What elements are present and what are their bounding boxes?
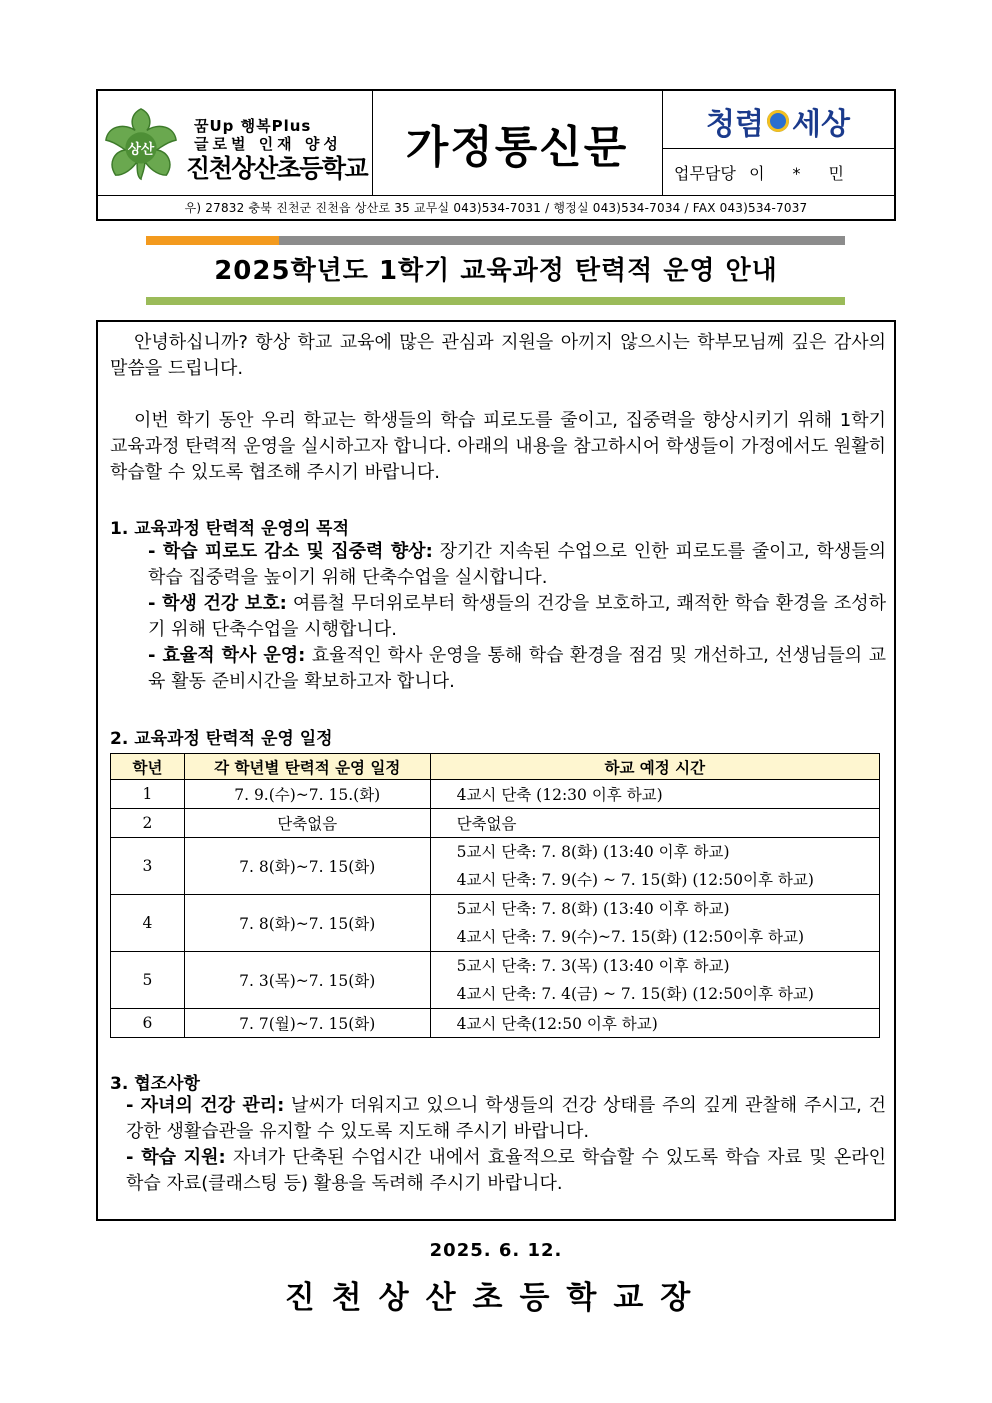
period-cell: 7. 9.(수)~7. 15.(화) (184, 780, 430, 809)
brand-right-text: 세상 (792, 107, 850, 142)
time-cell (430, 838, 879, 895)
table-header-row (111, 754, 880, 780)
section3-item-text: 자녀가 단축된 수업시간 내에서 효율적으로 학습할 수 있도록 학습 자료 및 온라인 학습 자료(클래스팅 등) 활용을 독려해 주시기 바랍니다. (126, 1147, 886, 1194)
brand-circle-icon (767, 110, 789, 132)
principal-signature: 진천상산초등학교장 (284, 1280, 708, 1316)
period-cell: 7. 8(화)~7. 15(화) (184, 838, 430, 895)
time-cell: 4교시 단축(12:50 이후 하교) (430, 1009, 879, 1038)
table-row (111, 952, 880, 1009)
school-name: 진천상산초등학교 (186, 154, 368, 183)
title-band-accent (146, 236, 279, 245)
document-title: 2025학년도 1학기 교육과정 탄력적 운영 안내 (214, 256, 778, 286)
grade-cell: 5 (111, 952, 185, 1009)
time-cell: 단축없음 (430, 809, 879, 838)
table-row (111, 838, 880, 895)
intro-paragraph-1: 안녕하십니까? 항상 학교 교육에 많은 관심과 지원을 아끼지 않으시는 학부모님께 깊은 감사의 말씀을 드립니다. (110, 332, 886, 379)
header-row (98, 91, 894, 196)
time-line: 4교시 단축: 7. 4(금) ~ 7. 15(화) (12:50이후 하교) (456, 985, 814, 1003)
title-top-band (146, 236, 845, 245)
section1-item-label: - 학습 피로도 감소 및 집중력 향상: (148, 541, 433, 562)
period-cell: 7. 7(월)~7. 15(화) (184, 1009, 430, 1038)
grade-cell: 3 (111, 838, 185, 895)
time-line: 5교시 단축: 7. 8(화) (13:40 이후 하교) (456, 900, 730, 918)
period-cell: 단축없음 (184, 809, 430, 838)
time-cell (430, 952, 879, 1009)
col-header-grade: 학년 (111, 754, 185, 780)
section3-item-text: 날씨가 더워지고 있으니 학생들의 건강 상태를 주의 깊게 관찰해 주시고, 건강한 생활습관을 유지할 수 있도록 지도해 주시기 바랍니다. (126, 1095, 886, 1142)
section3-item-label: - 학습 지원: (126, 1147, 226, 1168)
table-row (111, 780, 880, 809)
table-row (111, 895, 880, 952)
section1-item-label: - 학생 건강 보호: (148, 593, 287, 614)
school-slogan-2: 글로벌 인재 양성 (194, 135, 342, 153)
duty-label: 업무담당 (674, 163, 736, 183)
time-cell (430, 895, 879, 952)
school-slogan-1: 꿈Up 행복Plus (194, 117, 312, 135)
school-leaf-logo-icon (102, 105, 180, 183)
school-address: 우) 27832 충북 진천군 진천읍 상산로 35 교무실 043)534-7031 / 행정실 043)534-7034 / FAX 043)534-7037 (184, 201, 808, 215)
time-line: 4교시 단축: 7. 9(수) ~ 7. 15(화) (12:50이후 하교) (456, 871, 814, 889)
logo-text: 상산 (127, 141, 155, 158)
section1-item (148, 643, 886, 695)
issue-date: 2025. 6. 12. (429, 1240, 563, 1261)
table-row (111, 809, 880, 838)
school-logo-block (98, 91, 373, 195)
time-line: 4교시 단축: 7. 9(수)~7. 15(화) (12:50이후 하교) (456, 928, 805, 946)
intro-paragraph-2: 이번 학기 동안 우리 학교는 학생들의 학습 피로도를 줄이고, 집중력을 향상시키기 위해 1학기 교육과정 탄력적 운영을 실시하고자 합니다. 아래의 내용을 참고하시어 학생들이 가정에서도 원활히 학습할 수 있도록 협조해 주시기 바랍니다. (110, 410, 886, 483)
section1-item-text: 장기간 지속된 수업으로 인한 피로도를 줄이고, 학생들의 학습 집중력을 높이기 위해 단축수업을 실시합니다. (148, 541, 886, 588)
section2-heading: 2. 교육과정 탄력적 운영 일정 (110, 729, 333, 749)
section1-item-text: 효율적인 학사 운영을 통해 학습 환경을 점검 및 개선하고, 선생님들의 교육 활동 준비시간을 확보하고자 합니다. (148, 645, 886, 692)
section3-item (126, 1093, 886, 1145)
grade-cell: 4 (111, 895, 185, 952)
title-bottom-band (146, 297, 845, 305)
section3-heading: 3. 협조사항 (110, 1074, 200, 1094)
newsletter-title: 가정통신문 (405, 122, 629, 173)
period-cell: 7. 3(목)~7. 15(화) (184, 952, 430, 1009)
grade-cell: 6 (111, 1009, 185, 1038)
time-line: 5교시 단축: 7. 3(목) (13:40 이후 하교) (456, 957, 730, 975)
section1-item-label: - 효율적 학사 운영: (148, 645, 306, 666)
period-cell: 7. 8(화)~7. 15(화) (184, 895, 430, 952)
section1-item (148, 539, 886, 591)
time-cell: 4교시 단축 (12:30 이후 하교) (430, 780, 879, 809)
body-box (96, 320, 896, 1221)
time-line: 5교시 단축: 7. 8(화) (13:40 이후 하교) (456, 843, 730, 861)
schedule-table (110, 753, 880, 1038)
col-header-time: 하교 예정 시간 (430, 754, 879, 780)
duty-row (662, 148, 894, 195)
brand-left-text: 청렴 (706, 107, 764, 142)
integrity-brand-logo (662, 95, 894, 147)
section1-item (148, 591, 886, 643)
section1-item-text: 여름철 무더위로부터 학생들의 건강을 보호하고, 쾌적한 학습 환경을 조성하기 위해 단축수업을 시행합니다. (148, 593, 887, 640)
section3-item (126, 1145, 886, 1197)
section1-heading: 1. 교육과정 탄력적 운영의 목적 (110, 519, 350, 539)
newsletter-header (96, 89, 896, 221)
grade-cell: 2 (111, 809, 185, 838)
newsletter-title-cell (372, 91, 663, 195)
table-row (111, 1009, 880, 1038)
grade-cell: 1 (111, 780, 185, 809)
header-right-cell (662, 91, 894, 195)
col-header-period: 각 학년별 탄력적 운영 일정 (184, 754, 430, 780)
section3-item-label: - 자녀의 건강 관리: (126, 1095, 285, 1116)
duty-name: 이*민 (749, 163, 872, 183)
